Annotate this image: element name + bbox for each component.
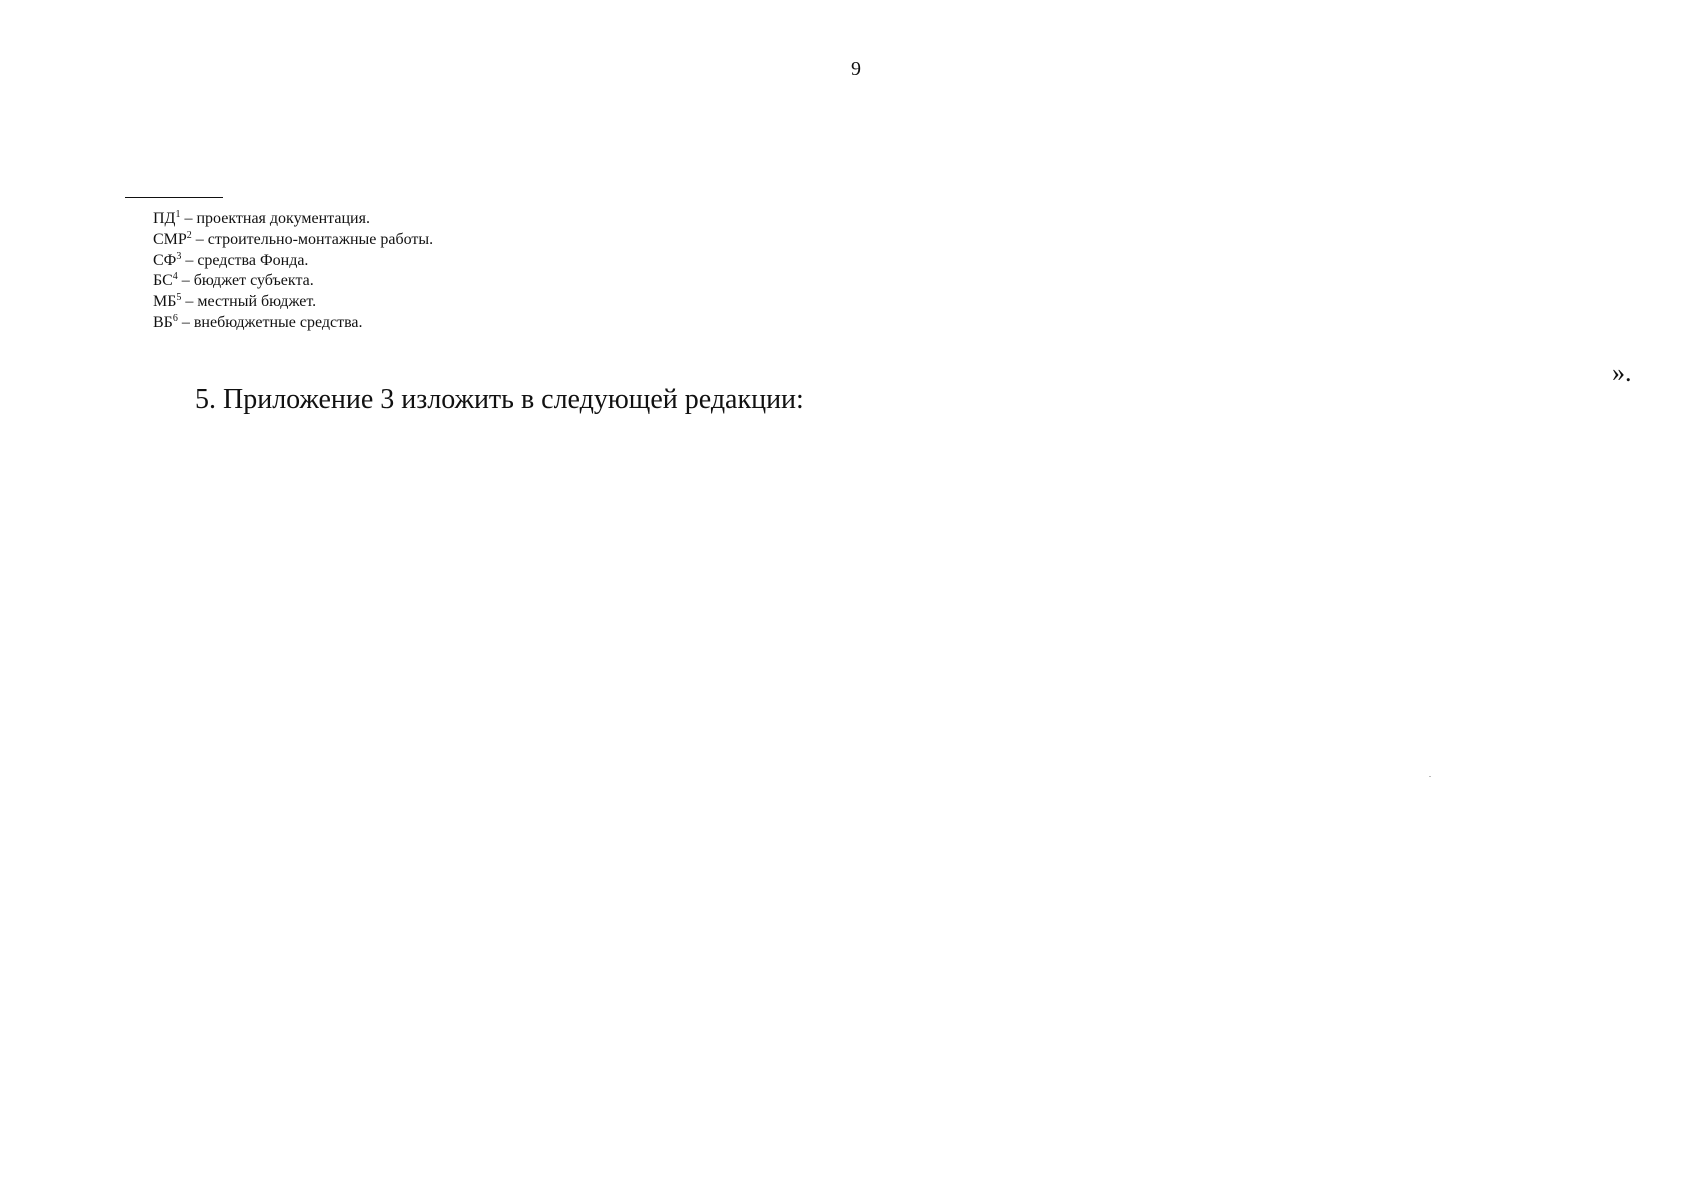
footnote-item: [153, 292, 433, 313]
footnote-item: [153, 209, 433, 230]
closing-quote: ».: [1612, 358, 1632, 387]
footnote-number: 5: [176, 292, 182, 304]
footnote-number: 3: [176, 250, 182, 262]
footnote-item: [153, 313, 433, 334]
footnote-abbreviation: МБ: [153, 293, 177, 311]
footnote-item: [153, 230, 433, 251]
footnote-number: 2: [186, 229, 192, 241]
footnote-abbreviation: ВБ: [153, 313, 173, 331]
scan-speck: [1429, 776, 1431, 777]
footnote-text: – бюджет субъекта.: [177, 272, 314, 290]
footnote-text: – строительно-монтажные работы.: [191, 230, 434, 248]
footnote-text: – внебюджетные средства.: [177, 313, 363, 331]
footnote-text: – местный бюджет.: [181, 293, 317, 311]
footnote-item: [153, 251, 433, 272]
footnote-abbreviation: СМР: [153, 230, 187, 248]
footnote-number: 4: [172, 271, 178, 283]
amendment-instruction: 5. Приложение 3 изложить в следующей редакции:: [195, 384, 804, 415]
footnote-abbreviation: ПД: [153, 210, 176, 227]
page-number: 9: [851, 58, 861, 80]
footnote-item: [153, 271, 433, 292]
footnote-abbreviation: СФ: [153, 251, 177, 269]
footnote-separator: [125, 197, 223, 198]
footnote-text: – средства Фонда.: [181, 251, 309, 269]
footnote-text: – проектная документация.: [180, 210, 370, 227]
footnote-abbreviation: БС: [153, 272, 173, 290]
footnote-number: 6: [172, 312, 178, 324]
footnotes-list: [153, 209, 433, 334]
footnote-number: 1: [175, 209, 181, 220]
